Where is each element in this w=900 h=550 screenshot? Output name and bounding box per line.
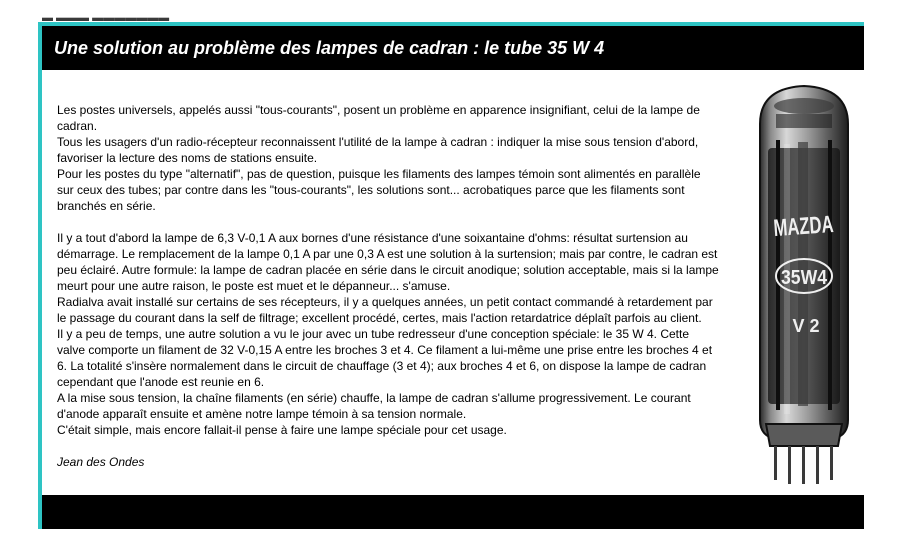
paragraph: Les postes universels, appelés aussi "tous-courants", posent un problème en apparence insignifiant, celui de la lampe de cadran. [57, 103, 700, 133]
tube-brand-label: MAZDA [772, 209, 861, 243]
author-signature: Jean des Ondes [57, 455, 145, 469]
tube-marking-label: V 2 [792, 316, 820, 336]
paragraph: Il y a peu de temps, une autre solution a vu le jour avec un tube redresseur d'une conception spéciale: le 35 W 4. Cette valve comporte un filament de 32 V-0,15 A entre les broches 3 et 4. Ce filament a lui-même une prise entre les broches 4 et 6. La totalité s'insère normalement dans le circuit de chauffage (3 et 4); aux broches 4 et 6, on dispose la lampe de cadran cependant que l'anode est reunie en 6. [57, 327, 713, 389]
paragraph: Il y a tout d'abord la lampe de 6,3 V-0,1 A aux bornes d'une résistance d'une soixantaine d'ohms: résultat surtension au démarrage. Le remplacement de la lampe 0,1 A par une 0,3 A est une solution à la surtension; mais par contre, le cadran est peu éclairé. Autre formule: la lampe de cadran placée en série dans le circuit anodique; solution acceptable, mais si la lampe meurt pour une autre raison, le poste est muet et le dépanneur... s'amuse. [57, 231, 719, 293]
paragraph: C'était simple, mais encore fallait-il pense à faire une lampe spéciale pour cet usage. [57, 423, 507, 437]
footer-bar [42, 495, 864, 529]
paragraph: A la mise sous tension, la chaîne filaments (en série) chauffe, la lampe de cadran s'allume progressivement. Le courant d'anode apparaît ensuite et amène notre lampe témoin à sa tension normale. [57, 391, 691, 421]
paragraph: Tous les usagers d'un radio-récepteur reconnaissent l'utilité de la lampe à cadran : indiquer la mise sous tension d'abord, favoriser la lecture des noms de stations ensuite. [57, 135, 699, 165]
paragraph: Radialva avait installé sur certains de ses récepteurs, il y a quelques années, un petit contact commandé à retardement par le passage du courant dans la self de filtrage; excellent procédé, certes, mais l'action retardatrice déplaît parfois au client. [57, 295, 713, 325]
page-title: Une solution au problème des lampes de cadran : le tube 35 W 4 [54, 38, 605, 58]
article-frame [38, 22, 864, 529]
title-bar [42, 26, 864, 70]
article-panel [42, 26, 864, 529]
tube-model-label: 35W4 [781, 267, 828, 289]
paragraph-spacer [57, 214, 719, 230]
clipped-top-text: ▬ ▬▬▬ ▬▬▬▬▬▬▬ [42, 12, 170, 22]
article-body [57, 102, 719, 470]
paragraph-spacer [57, 438, 719, 454]
paragraph: Pour les postes du type "alternatif", pas de question, puisque les filaments des lampes témoin sont alimentés en parallèle sur ceux des tubes; par contre dans les "tous-courants", les solutions sont... acrobatiques parce que les filaments sont branchés en série. [57, 167, 701, 213]
vacuum-tube-photo [740, 84, 868, 484]
